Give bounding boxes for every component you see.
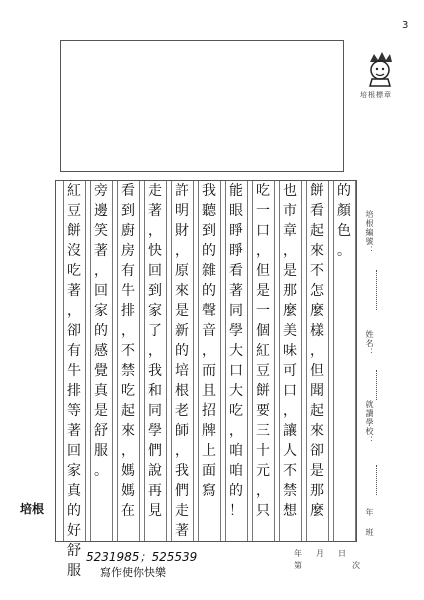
essay-character: 邊 (94, 203, 108, 219)
essay-column (91, 181, 111, 541)
essay-character: 的 (175, 343, 189, 359)
essay-character: 要 (256, 403, 270, 419)
essay-character: 雜 (202, 263, 216, 279)
essay-character: 元 (256, 463, 270, 479)
essay-character: 服 (67, 563, 81, 579)
grid-rule (166, 181, 167, 541)
mascot-icon (360, 48, 400, 88)
essay-character: 沒 (67, 243, 81, 259)
essay-character: ， (283, 403, 297, 419)
essay-character: 但 (310, 363, 324, 379)
essay-character: 房 (121, 243, 135, 259)
essay-character: 來 (121, 423, 135, 439)
essay-character: ！ (229, 503, 243, 519)
essay-character: 有 (121, 263, 135, 279)
essay-character: 寫 (202, 483, 216, 499)
essay-character: 媽 (121, 463, 135, 479)
grade-label: 年 (365, 508, 374, 517)
essay-character: 麼 (310, 503, 324, 519)
page-number: 3 (402, 20, 409, 31)
essay-character: 明 (175, 203, 189, 219)
essay-character: ， (94, 263, 108, 279)
essay-character: 一 (256, 203, 270, 219)
essay-character: 可 (283, 363, 297, 379)
essay-character: 感 (94, 343, 108, 359)
essay-character: 家 (94, 303, 108, 319)
essay-character: 見 (148, 503, 162, 519)
essay-character: 學 (148, 423, 162, 439)
essay-character: 怎 (310, 283, 324, 299)
essay-character: 到 (121, 203, 135, 219)
essay-character: 培 (175, 363, 189, 379)
essay-character: 等 (67, 403, 81, 419)
essay-character: 說 (148, 463, 162, 479)
essay-character: 吃 (121, 383, 135, 399)
essay-character: 笑 (94, 223, 108, 239)
essay-character: 同 (229, 303, 243, 319)
date-year: 年 (294, 549, 302, 558)
essay-character: ， (148, 223, 162, 239)
grid-rule (355, 181, 356, 541)
name-label: 姓名： (365, 330, 374, 357)
essay-character: 麼 (283, 303, 297, 319)
essay-character: 著 (67, 423, 81, 439)
order-prefix: 第 (294, 561, 302, 570)
essay-character: 起 (121, 403, 135, 419)
essay-character: 是 (256, 283, 270, 299)
essay-character: 回 (67, 443, 81, 459)
essay-character: 回 (148, 263, 162, 279)
essay-character: ， (229, 423, 243, 439)
essay-character: 服 (94, 443, 108, 459)
essay-character: 也 (283, 183, 297, 199)
essay-character: 是 (310, 463, 324, 479)
essay-character: 來 (175, 283, 189, 299)
essay-character: 不 (310, 263, 324, 279)
essay-character: 我 (175, 463, 189, 479)
essay-character: 的 (229, 483, 243, 499)
essay-character: 來 (310, 243, 324, 259)
essay-character: 起 (310, 403, 324, 419)
essay-character: 好 (67, 523, 81, 539)
essay-character: 著 (67, 283, 81, 299)
essay-character: 財 (175, 223, 189, 239)
essay-character: 吃 (256, 183, 270, 199)
essay-character: 看 (310, 203, 324, 219)
essay-character: 十 (256, 443, 270, 459)
essay-column (280, 181, 300, 541)
date-month: 月 (316, 549, 324, 558)
essay-character: 牌 (202, 423, 216, 439)
essay-character: 音 (202, 323, 216, 339)
essay-character: 再 (148, 483, 162, 499)
essay-character: 真 (67, 483, 81, 499)
essay-character: 餅 (256, 383, 270, 399)
essay-character: 口 (229, 363, 243, 379)
essay-character: 一 (256, 303, 270, 319)
essay-character: 不 (283, 463, 297, 479)
grid-rule (247, 181, 248, 541)
essay-character: 但 (256, 263, 270, 279)
essay-character: 餅 (310, 183, 324, 199)
essay-character: ， (256, 243, 270, 259)
essay-character: 大 (229, 343, 243, 359)
essay-character: 聞 (310, 383, 324, 399)
essay-character: 且 (202, 383, 216, 399)
essay-character: 三 (256, 423, 270, 439)
class-label: 班 (365, 528, 374, 537)
essay-character: 的 (202, 283, 216, 299)
essay-character: 著 (148, 203, 162, 219)
essay-character: 我 (202, 183, 216, 199)
essay-column (118, 181, 138, 541)
essay-character: 餅 (67, 223, 81, 239)
essay-character: 的 (94, 323, 108, 339)
essay-column (307, 181, 327, 541)
essay-character: 牛 (67, 363, 81, 379)
essay-character: 聽 (202, 203, 216, 219)
essay-character: 師 (175, 423, 189, 439)
essay-character: 到 (202, 223, 216, 239)
essay-character: 睜 (229, 243, 243, 259)
essay-character: ， (175, 243, 189, 259)
essay-column (145, 181, 165, 541)
essay-character: 媽 (121, 483, 135, 499)
essay-character: ， (67, 303, 81, 319)
essay-character: 是 (175, 303, 189, 319)
essay-character: 口 (256, 223, 270, 239)
essay-character: 紅 (67, 183, 81, 199)
essay-character: 牛 (121, 283, 135, 299)
essay-character: 學 (229, 323, 243, 339)
essay-character: 許 (175, 183, 189, 199)
essay-character: 舒 (67, 543, 81, 559)
grid-rule (328, 181, 329, 541)
essay-character: 色 (337, 223, 351, 239)
essay-character: 聲 (202, 303, 216, 319)
essay-character: 到 (148, 283, 162, 299)
essay-character: 招 (202, 403, 216, 419)
essay-character: 著 (229, 283, 243, 299)
essay-character: 美 (283, 323, 297, 339)
essay-character: 有 (67, 343, 81, 359)
school-label: 就讀學校： (365, 400, 374, 445)
essay-character: ， (148, 343, 162, 359)
essay-column (334, 181, 354, 541)
essay-character: 大 (229, 383, 243, 399)
grid-rule (220, 181, 221, 541)
essay-column (172, 181, 192, 541)
essay-character: 同 (148, 403, 162, 419)
essay-character: 了 (148, 323, 162, 339)
essay-character: 是 (283, 263, 297, 279)
essay-character: 人 (283, 443, 297, 459)
essay-character: 新 (175, 323, 189, 339)
essay-character: 紅 (256, 343, 270, 359)
essay-character: 起 (310, 223, 324, 239)
teacher-comment-box (60, 40, 344, 172)
left-stamp: 培根 (20, 502, 45, 516)
essay-character: 卻 (310, 443, 324, 459)
essay-character: 吃 (229, 403, 243, 419)
grid-rule (112, 181, 113, 541)
essay-character: 那 (310, 483, 324, 499)
essay-character: 不 (121, 343, 135, 359)
essay-character: 味 (283, 343, 297, 359)
essay-column (64, 181, 84, 579)
essay-character: 禁 (121, 363, 135, 379)
essay-character: 家 (67, 463, 81, 479)
footer-codes: 5231985；525539 (86, 550, 198, 564)
essay-character: 走 (148, 183, 162, 199)
essay-character: 老 (175, 403, 189, 419)
essay-character: 能 (229, 183, 243, 199)
essay-character: ， (310, 343, 324, 359)
essay-character: ， (121, 443, 135, 459)
essay-character: 來 (310, 423, 324, 439)
essay-character: 豆 (256, 363, 270, 379)
essay-character: 看 (121, 183, 135, 199)
grid-rule (274, 181, 275, 541)
essay-character: 讓 (283, 423, 297, 439)
essay-character: 咱 (229, 463, 243, 479)
serial-line (376, 270, 377, 310)
essay-character: 睜 (229, 223, 243, 239)
footer-slogan: 寫作使你快樂 (100, 566, 166, 579)
essay-character: 的 (202, 243, 216, 259)
side-labels (362, 190, 402, 550)
essay-character: 麼 (310, 303, 324, 319)
essay-character: 旁 (94, 183, 108, 199)
essay-character: 和 (148, 383, 162, 399)
essay-character: ， (121, 323, 135, 339)
name-line (376, 370, 377, 400)
order-suffix: 次 (352, 561, 360, 570)
essay-character: 個 (256, 323, 270, 339)
essay-character: 根 (175, 383, 189, 399)
essay-character: 上 (202, 443, 216, 459)
essay-character: 豆 (67, 203, 81, 219)
essay-character: 真 (94, 383, 108, 399)
essay-character: ， (202, 343, 216, 359)
essay-character: 的 (337, 183, 351, 199)
essay-column (253, 181, 273, 541)
essay-character: 咱 (229, 443, 243, 459)
essay-character: 著 (175, 523, 189, 539)
essay-character: 們 (175, 483, 189, 499)
essay-character: 著 (94, 243, 108, 259)
essay-column (226, 181, 246, 541)
essay-character: 看 (229, 263, 243, 279)
essay-character: 原 (175, 263, 189, 279)
essay-character: 排 (67, 383, 81, 399)
essay-character: 走 (175, 503, 189, 519)
essay-character: 而 (202, 363, 216, 379)
essay-character: 禁 (283, 483, 297, 499)
essay-character: ， (283, 243, 297, 259)
essay-character: 家 (148, 303, 162, 319)
stamp-caption: 培根標章 (360, 91, 392, 99)
grid-rule (301, 181, 302, 541)
essay-character: 樣 (310, 323, 324, 339)
grid-rule (139, 181, 140, 541)
essay-character: ， (256, 483, 270, 499)
essay-character: 廚 (121, 223, 135, 239)
grid-rule (193, 181, 194, 541)
grid-rule (85, 181, 86, 541)
essay-character: 顏 (337, 203, 351, 219)
essay-character: 只 (256, 503, 270, 519)
essay-character: 覺 (94, 363, 108, 379)
essay-character: 章 (283, 223, 297, 239)
essay-character: 吃 (67, 263, 81, 279)
essay-character: 們 (148, 443, 162, 459)
essay-character: 。 (94, 463, 108, 479)
date-day: 日 (338, 549, 346, 558)
essay-character: 舒 (94, 423, 108, 439)
essay-character: 在 (121, 503, 135, 519)
essay-character: ， (175, 443, 189, 459)
essay-character: 。 (337, 243, 351, 259)
essay-character: 我 (148, 363, 162, 379)
school-line (376, 465, 377, 495)
essay-character: 想 (283, 503, 297, 519)
essay-character: 面 (202, 463, 216, 479)
essay-column (199, 181, 219, 541)
essay-character: 那 (283, 283, 297, 299)
essay-character: 市 (283, 203, 297, 219)
essay-character: 口 (283, 383, 297, 399)
essay-character: 眼 (229, 203, 243, 219)
serial-label: 培根編號： (365, 210, 374, 255)
essay-character: 快 (148, 243, 162, 259)
essay-character: 的 (67, 503, 81, 519)
essay-character: 回 (94, 283, 108, 299)
essay-character: 卻 (67, 323, 81, 339)
essay-character: 是 (94, 403, 108, 419)
essay-character: 排 (121, 303, 135, 319)
